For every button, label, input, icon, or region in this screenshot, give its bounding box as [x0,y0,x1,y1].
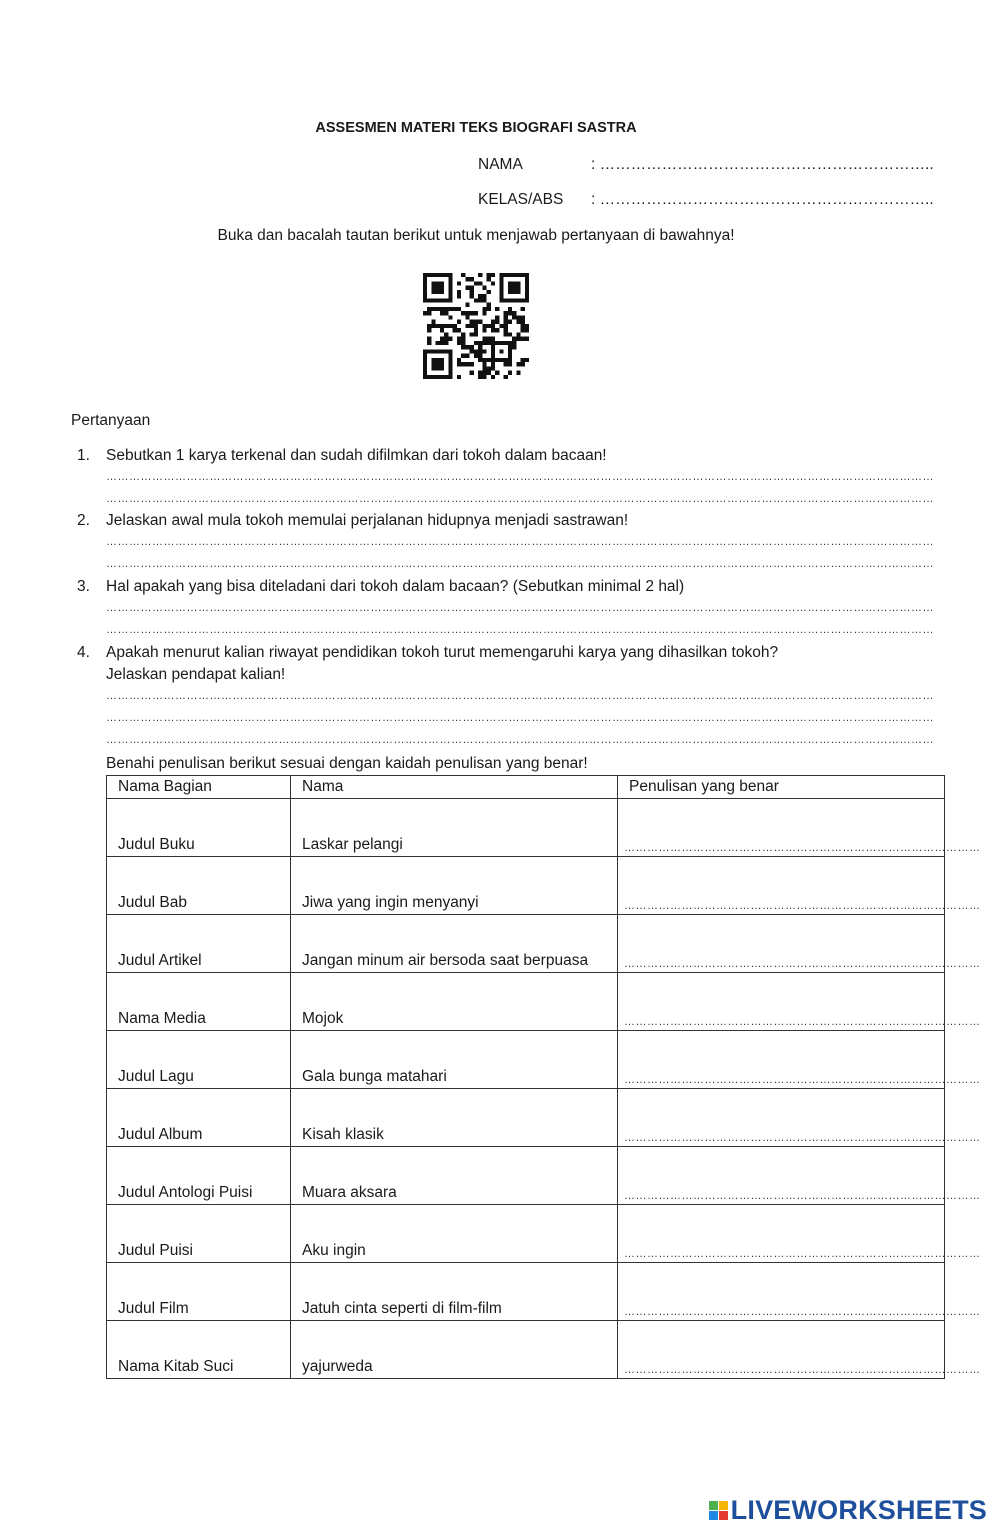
liveworksheets-logo [709,1495,987,1526]
table-row [107,973,945,1031]
qr-code-icon [423,273,529,379]
name-cell: Mojok [291,973,618,1031]
name-cell: Laskar pelangi [291,799,618,857]
question-text: Sebutkan 1 karya terkenal dan sudah difilmkan dari tokoh dalam bacaan! [106,447,607,464]
header-correct: Penulisan yang benar [618,776,945,799]
table-row [107,1321,945,1379]
question-number: 4. [77,644,90,661]
page-title: ASSESMEN MATERI TEKS BIOGRAFI SASTRA [315,120,637,136]
table-row [107,915,945,973]
question-text: Hal apakah yang bisa diteladani dari tokoh dalam bacaan? (Sebutkan minimal 2 hal) [106,578,685,595]
name-cell: Jangan minum air bersoda saat berpuasa [291,915,618,973]
instruction-text: Buka dan bacalah tautan berikut untuk menjawab pertanyaan di bawahnya! [217,227,735,244]
answer-line[interactable]: ……………………………………………………………………………………………………………………………………………………………………………………………… [106,536,934,548]
part-cell: Judul Lagu [107,1031,291,1089]
part-cell: Nama Media [107,973,291,1031]
name-cell: Jiwa yang ingin menyanyi [291,857,618,915]
answer-cell[interactable] [618,857,981,915]
answer-cell[interactable] [618,1205,981,1263]
answer-line[interactable]: ……………………………………………………………………………………………………………………………………………………………………………………………… [106,734,934,746]
name-cell: Muara aksara [291,1147,618,1205]
part-cell: Judul Puisi [107,1205,291,1263]
answer-line[interactable]: ……………………………………………………………………………………………………………………………………………………………………………………………… [106,602,934,614]
answer-line[interactable]: ……………………………………………………………………………………………………………………………………………………………………………………………… [106,624,934,636]
table-row [107,1031,945,1089]
header-part: Nama Bagian [107,776,291,799]
answer-placeholder: ………………………………………………………………………………… [624,1190,981,1202]
name-field[interactable]: : ……………………………………………………….. [591,156,934,173]
name-cell: Jatuh cinta seperti di film-film [291,1263,618,1321]
question-text: Jelaskan awal mula tokoh memulai perjalanan hidupnya menjadi sastrawan! [106,512,629,529]
class-field[interactable]: : ……………………………………………………….. [591,191,934,208]
answer-cell[interactable] [618,1031,981,1089]
part-cell: Judul Film [107,1263,291,1321]
answer-line[interactable]: ……………………………………………………………………………………………………………………………………………………………………………………………… [106,558,934,570]
table-row [107,1205,945,1263]
answer-placeholder: ………………………………………………………………………………… [624,1016,981,1028]
answer-placeholder: ………………………………………………………………………………… [624,1074,981,1086]
answer-cell[interactable] [618,1089,981,1147]
table-row [107,1089,945,1147]
answer-line[interactable]: ……………………………………………………………………………………………………………………………………………………………………………………………… [106,712,934,724]
answer-placeholder: ………………………………………………………………………………… [624,1248,981,1260]
answer-cell[interactable] [618,1321,981,1379]
question-number: 1. [77,447,90,464]
answer-cell[interactable] [618,1263,981,1321]
name-cell: Aku ingin [291,1205,618,1263]
table-row [107,1263,945,1321]
answer-placeholder: ………………………………………………………………………………… [624,1306,981,1318]
question-text: Jelaskan pendapat kalian! [106,666,286,683]
name-label: NAMA [478,156,523,173]
question-number: 2. [77,512,90,529]
part-cell: Nama Kitab Suci [107,1321,291,1379]
table-row [107,799,945,857]
name-cell: yajurweda [291,1321,618,1379]
table-row [107,857,945,915]
answer-placeholder: ………………………………………………………………………………… [624,1364,981,1376]
question-text: Apakah menurut kalian riwayat pendidikan tokoh turut memengaruhi karya yang dihasilkan tokoh? [106,644,779,661]
part-cell: Judul Buku [107,799,291,857]
logo-text: LIVEWORKSHEETS [730,1495,987,1525]
questions-heading: Pertanyaan [71,412,151,429]
part-cell: Judul Album [107,1089,291,1147]
answer-placeholder: ………………………………………………………………………………… [624,900,981,912]
answer-cell[interactable] [618,799,981,857]
part-cell: Judul Artikel [107,915,291,973]
question-number: 3. [77,578,90,595]
fix-table-header [107,776,945,799]
answer-placeholder: ………………………………………………………………………………… [624,958,981,970]
answer-cell[interactable] [618,973,981,1031]
answer-line[interactable]: ……………………………………………………………………………………………………………………………………………………………………………………………… [106,690,934,702]
answer-placeholder: ………………………………………………………………………………… [624,1132,981,1144]
answer-placeholder: ………………………………………………………………………………… [624,842,981,854]
fix-intro: Benahi penulisan berikut sesuai dengan kaidah penulisan yang benar! [106,755,588,772]
part-cell: Judul Antologi Puisi [107,1147,291,1205]
answer-cell[interactable] [618,1147,981,1205]
part-cell: Judul Bab [107,857,291,915]
answer-line[interactable]: ……………………………………………………………………………………………………………………………………………………………………………………………… [106,493,934,505]
answer-line[interactable]: ……………………………………………………………………………………………………………………………………………………………………………………………… [106,471,934,483]
table-row [107,1147,945,1205]
answer-cell[interactable] [618,915,981,973]
fix-table [106,775,981,1379]
class-label: KELAS/ABS [478,191,564,208]
header-name: Nama [291,776,618,799]
liveworksheets-logo-icon [709,1501,728,1520]
name-cell: Gala bunga matahari [291,1031,618,1089]
name-cell: Kisah klasik [291,1089,618,1147]
